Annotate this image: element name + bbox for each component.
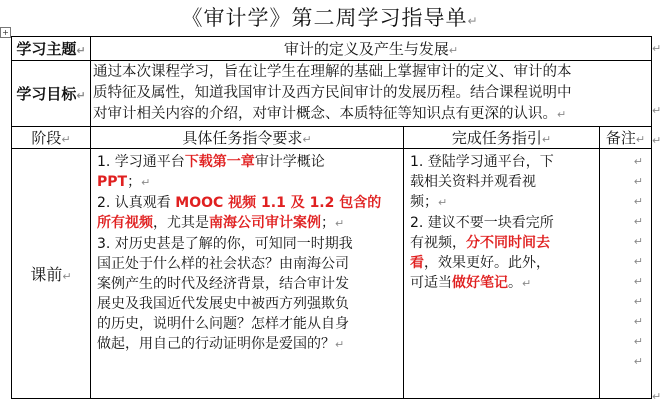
row-end-mark: ↵ [652,104,661,117]
topic-row [12,37,652,61]
stage-pre-class: 课前↵ [12,149,91,399]
goal-line: 质特征及属性，知道我国审计及西方民间审计的发展历程。结合课程说明中 [93,85,572,101]
task-2: 2. 认真观看 MOOC 视频 1.1 及 1.2 包含的 所有视频，尤其是南海公司审计案例；↵ [97,195,382,231]
title-text: 《审计学》第二周学习指导单 [181,6,468,30]
column-header-row [12,127,652,149]
row-end-mark: ↵ [652,42,661,55]
topic-value: 审计的定义及产生与发展↵ [91,37,652,61]
col-stage-header: 阶段↵ [12,127,91,149]
paragraph-mark: ↵ [633,155,644,168]
paragraph-mark: ↵ [633,295,644,308]
paragraph-mark: ↵ [633,235,644,248]
tasks-cell [91,149,404,399]
topic-label: 学习主题↵ [12,37,91,61]
guide-table [11,36,652,399]
guide-cell [404,149,600,399]
pre-class-row [12,149,652,399]
goal-line: 对审计相关内容的介绍，对审计概念、本质特征等知识点有更深的认识。↵ [93,106,567,122]
paragraph-mark: ↵ [633,315,644,328]
task-1: 1. 学习通平台下载第一章审计学概论 PPT；↵ [97,154,325,190]
paragraph-mark: ↵ [633,355,644,368]
paragraph-mark: ↵ [633,195,644,208]
paragraph-mark: ↵ [633,275,644,288]
goal-text [91,61,652,127]
paragraph-mark: ↵ [633,175,644,188]
col-tasks-header: 具体任务指令要求↵ [91,127,404,149]
paragraph-mark: ↵ [467,14,479,28]
col-guide-header: 完成任务指引↵ [404,127,600,149]
task-3: 3. 对历史甚是了解的你，可知同一时期我 国正处于什么样的社会状态？由南海公司 案例产生的时代及经济背景，结合审计发 展史及我国近代发展史中被西方列强欺负 的历史，说明什么问题？怎样才能从自身 做起，用自己的行动证明你是爱国的？↵ [97,236,353,352]
goal-line: 通过本次课程学习，旨在让学生在理解的基础上掌握审计的定义、审计的本 [93,64,572,80]
row-end-mark: ↵ [652,134,661,147]
col-notes-header: 备注↵ [600,127,652,149]
notes-cell [600,149,652,399]
row-end-mark: ↵ [652,390,661,403]
document-title [0,2,660,32]
paragraph-mark: ↵ [633,215,644,228]
guide-1: 1. 登陆学习通平台，下 载相关资料并观看视 频；↵ [410,154,554,210]
paragraph-mark: ↵ [633,335,644,348]
goal-label: 学习目标↵ [12,61,91,127]
paragraph-mark: ↵ [633,255,644,268]
guide-2: 2. 建议不要一块看完所 有视频，分不同时间去 看，效果更好。此外， 可适当做好笔记。↵ [410,215,554,291]
table-anchor-icon[interactable]: + [0,27,11,38]
goal-row [12,61,652,127]
